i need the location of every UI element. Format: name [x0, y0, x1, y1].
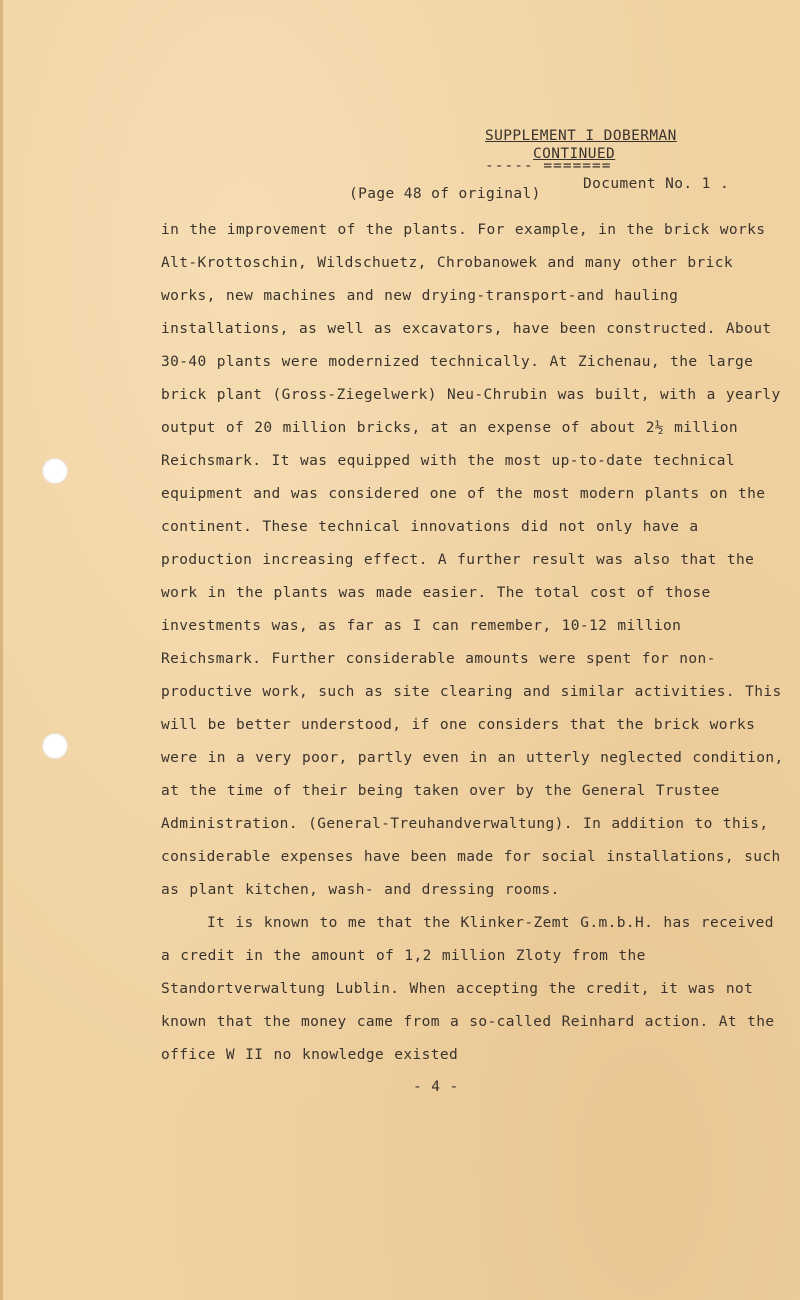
continued-label: CONTINUED [533, 146, 616, 162]
paragraph: in the improvement of the plants. For example, in the brick works Alt-Krottoschin, Wildschuetz, Chrobanowek and many other brick works, new machines and new drying-transport-and hauling installations, as well as excavators, have been constructed. About 30-40 plants were modernized technically. At Zichenau, the large brick plant (Gross-Ziegelwerk) Neu-Chrubin was built, with a yearly output of 20 million bricks, at an expense of about 2½ million Reichsmark. It was equipped with the most up-to-date technical equipment and was considered one of the most modern plants on the continent. These technical innovations did not only have a production increasing effect. A further result was also that the work in the plants was made easier. The total cost of those investments was, as far as I can remember, 10-12 million Reichsmark. Further considerable amounts were spent for non-productive work, such as site clearing and similar activities. This will be better understood, if one considers that the brick works were in a very poor, partly even in an utterly neglected condition, at the time of their being taken over by the General Trustee Administration. (General-Treuhandverwaltung). In addition to this, considerable expenses have been made for social installations, such as plant kitchen, wash- and dressing rooms. [161, 222, 784, 898]
punch-hole [42, 733, 68, 759]
header-rule: ----- ======= [485, 158, 612, 174]
page-number: - 4 - [413, 1079, 459, 1095]
document-header [473, 128, 733, 192]
document-body [161, 214, 786, 1072]
document-number: Document No. 1 . [583, 176, 730, 192]
punch-hole [42, 458, 68, 484]
paragraph: It is known to me that the Klinker-Zemt G.m.b.H. has received a credit in the amount of 1,2 million Zloty from the Standortverwaltung Lublin. When accepting the credit, it was not known that the money came from a so-called Reinhard action. At the office W II no knowledge existed [161, 915, 775, 1063]
page-reference: (Page 48 of original) [349, 186, 541, 202]
supplement-heading: SUPPLEMENT I DOBERMAN [485, 128, 677, 144]
